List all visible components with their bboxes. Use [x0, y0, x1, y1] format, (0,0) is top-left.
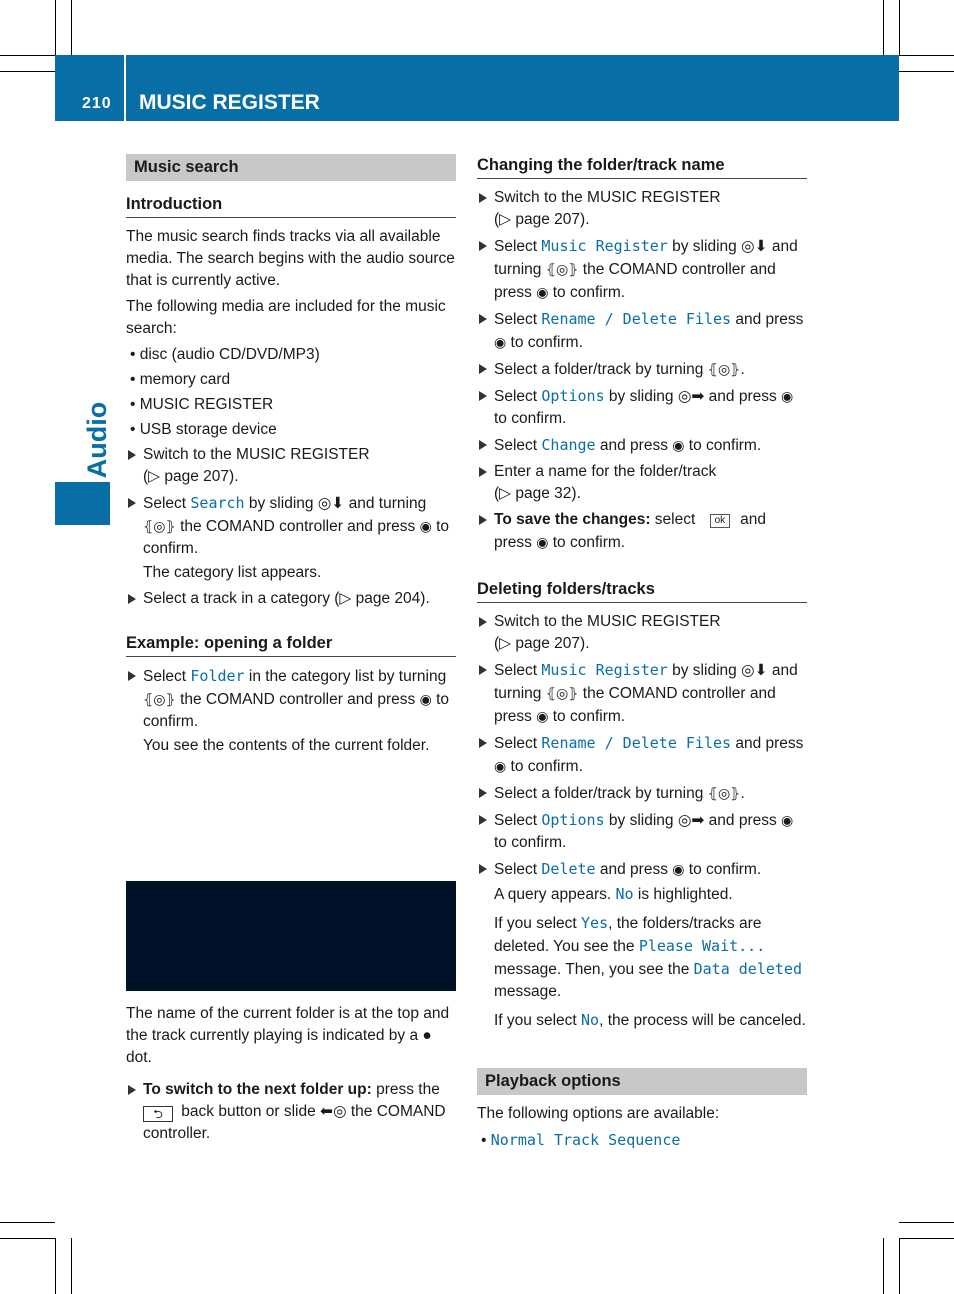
- crop-mark: [55, 0, 56, 55]
- controller-press-icon: ◉: [536, 708, 549, 724]
- instruction-step: Select Music Register by sliding ◎⬇ and turning ⦃◎⦄ the COMAND controller and press ◉ to confirm.: [477, 235, 807, 304]
- controller-press-icon: ◉: [781, 388, 794, 404]
- controller-turn-icon: ⦃◎⦄: [545, 685, 579, 701]
- instruction-step: Select Delete and press ◉ to confirm. A query appears. No is highlighted. If you select Yes, the folders/tracks are deleted. You see the Please Wait... message. Then, you see the Data deleted message. If you select No, the process will be canceled.: [477, 858, 807, 1032]
- controller-press-icon: ◉: [494, 334, 507, 350]
- instruction-step: Select Search by sliding ◎⬇ and turning ⦃◎⦄ the COMAND controller and press ◉ to confirm. The category list appears.: [126, 492, 456, 584]
- crop-mark: [899, 0, 900, 55]
- instruction-step: Select a folder/track by turning ⦃◎⦄.: [477, 358, 807, 381]
- page-number: 210: [82, 95, 112, 112]
- intro-paragraph: The following media are included for the music search:: [126, 298, 446, 337]
- side-tab-block: [55, 482, 110, 525]
- menu-item-options: Options: [541, 811, 605, 829]
- menu-item-search: Search: [190, 494, 245, 512]
- controller-turn-icon: ⦃◎⦄: [143, 518, 176, 534]
- delete-heading: Deleting folders/tracks: [477, 578, 807, 603]
- controller-press-icon: ◉: [672, 861, 685, 877]
- crop-mark: [899, 1238, 954, 1239]
- menu-item-folder: Folder: [190, 667, 245, 685]
- list-item: • USB storage device: [130, 421, 277, 438]
- instruction-step: To save the changes: select ok and press ◉ to confirm.: [477, 509, 807, 554]
- instruction-step: Select Folder in the category list by turning ⦃◎⦄ the COMAND controller and press ◉ to confirm. You see the contents of the current folder.: [126, 665, 456, 757]
- controller-turn-icon: ⦃◎⦄: [707, 361, 741, 377]
- right-column: [477, 154, 807, 1155]
- controller-press-icon: ◉: [419, 691, 432, 707]
- menu-item-music-register: Music Register: [541, 237, 668, 255]
- controller-press-icon: ◉: [536, 534, 549, 550]
- left-column: [126, 154, 456, 1149]
- section-title: MUSIC REGISTER: [139, 91, 320, 114]
- list-item: • MUSIC REGISTER: [130, 396, 274, 413]
- controller-press-icon: ◉: [781, 812, 794, 828]
- controller-turn-icon: ⦃◎⦄: [545, 261, 579, 277]
- back-button-icon: ⮌: [143, 1106, 173, 1122]
- crop-mark: [899, 71, 954, 72]
- instruction-step: Switch to the MUSIC REGISTER (▷ page 207).: [477, 611, 807, 655]
- instruction-step: Select Change and press ◉ to confirm.: [477, 434, 807, 457]
- menu-item-delete: Delete: [541, 860, 596, 878]
- instruction-step: Select a track in a category (▷ page 204).: [126, 588, 456, 610]
- crop-mark: [899, 55, 954, 56]
- change-name-heading: Changing the folder/track name: [477, 154, 807, 179]
- side-tab-label: Audio: [81, 401, 112, 479]
- controller-press-icon: ◉: [536, 284, 549, 300]
- controller-turn-icon: ⦃◎⦄: [707, 785, 741, 801]
- playback-options-bar: Playback options: [477, 1068, 807, 1095]
- example-heading: Example: opening a folder: [126, 632, 456, 657]
- instruction-step: Select Music Register by sliding ◎⬇ and turning ⦃◎⦄ the COMAND controller and press ◉ to confirm.: [477, 659, 807, 728]
- controller-turn-icon: ⦃◎⦄: [143, 691, 176, 707]
- ok-button-icon: ok: [710, 514, 731, 528]
- instruction-step: Select a folder/track by turning ⦃◎⦄.: [477, 782, 807, 805]
- list-item: • Normal Track Sequence: [481, 1131, 681, 1149]
- instruction-step: Select Rename / Delete Files and press ◉ to confirm.: [477, 732, 807, 778]
- crop-mark: [0, 55, 55, 56]
- crop-mark: [899, 1238, 900, 1294]
- crop-mark: [71, 1238, 72, 1294]
- instruction-step: Enter a name for the folder/track (▷ page 32).: [477, 461, 807, 505]
- controller-press-icon: ◉: [494, 758, 507, 774]
- crop-mark: [899, 1222, 954, 1223]
- header-divider: [124, 55, 126, 121]
- introduction-heading: Introduction: [126, 193, 456, 218]
- menu-item-change: Change: [541, 436, 596, 454]
- menu-item-options: Options: [541, 387, 605, 405]
- crop-mark: [883, 0, 884, 55]
- controller-press-icon: ◉: [419, 518, 432, 534]
- list-item: • memory card: [130, 371, 231, 388]
- crop-mark: [0, 1222, 55, 1223]
- list-item: • disc (audio CD/DVD/MP3): [130, 346, 320, 363]
- display-screenshot: [126, 881, 456, 991]
- crop-mark: [0, 1238, 55, 1239]
- instruction-step: Select Options by sliding ◎➡ and press ◉ to confirm.: [477, 385, 807, 430]
- controller-press-icon: ◉: [672, 437, 685, 453]
- screen-caption: The name of the current folder is at the top and the track currently playing is indicated by a ● dot.: [126, 1005, 450, 1066]
- playback-intro: The following options are available:: [477, 1105, 720, 1122]
- crop-mark: [0, 71, 55, 72]
- intro-paragraph: The music search finds tracks via all available media. The search begins with the audio source that is currently active.: [126, 228, 455, 289]
- instruction-step: Switch to the MUSIC REGISTER (▷ page 207).: [477, 187, 807, 231]
- media-list: [126, 344, 456, 441]
- page-header: [55, 55, 899, 121]
- crop-mark: [71, 0, 72, 55]
- crop-mark: [883, 1238, 884, 1294]
- menu-item-rename-delete: Rename / Delete Files: [541, 734, 732, 752]
- menu-item-rename-delete: Rename / Delete Files: [541, 310, 732, 328]
- instruction-step: To switch to the next folder up: press the ⮌ back button or slide ⬅◎ the COMAND controller.: [126, 1079, 456, 1145]
- music-search-bar: Music search: [126, 154, 456, 181]
- instruction-step: Select Options by sliding ◎➡ and press ◉ to confirm.: [477, 809, 807, 854]
- instruction-step: Select Rename / Delete Files and press ◉ to confirm.: [477, 308, 807, 354]
- menu-item-music-register: Music Register: [541, 661, 668, 679]
- option-normal-track-sequence: Normal Track Sequence: [490, 1131, 681, 1149]
- instruction-step: Switch to the MUSIC REGISTER (▷ page 207).: [126, 444, 456, 488]
- crop-mark: [55, 1238, 56, 1294]
